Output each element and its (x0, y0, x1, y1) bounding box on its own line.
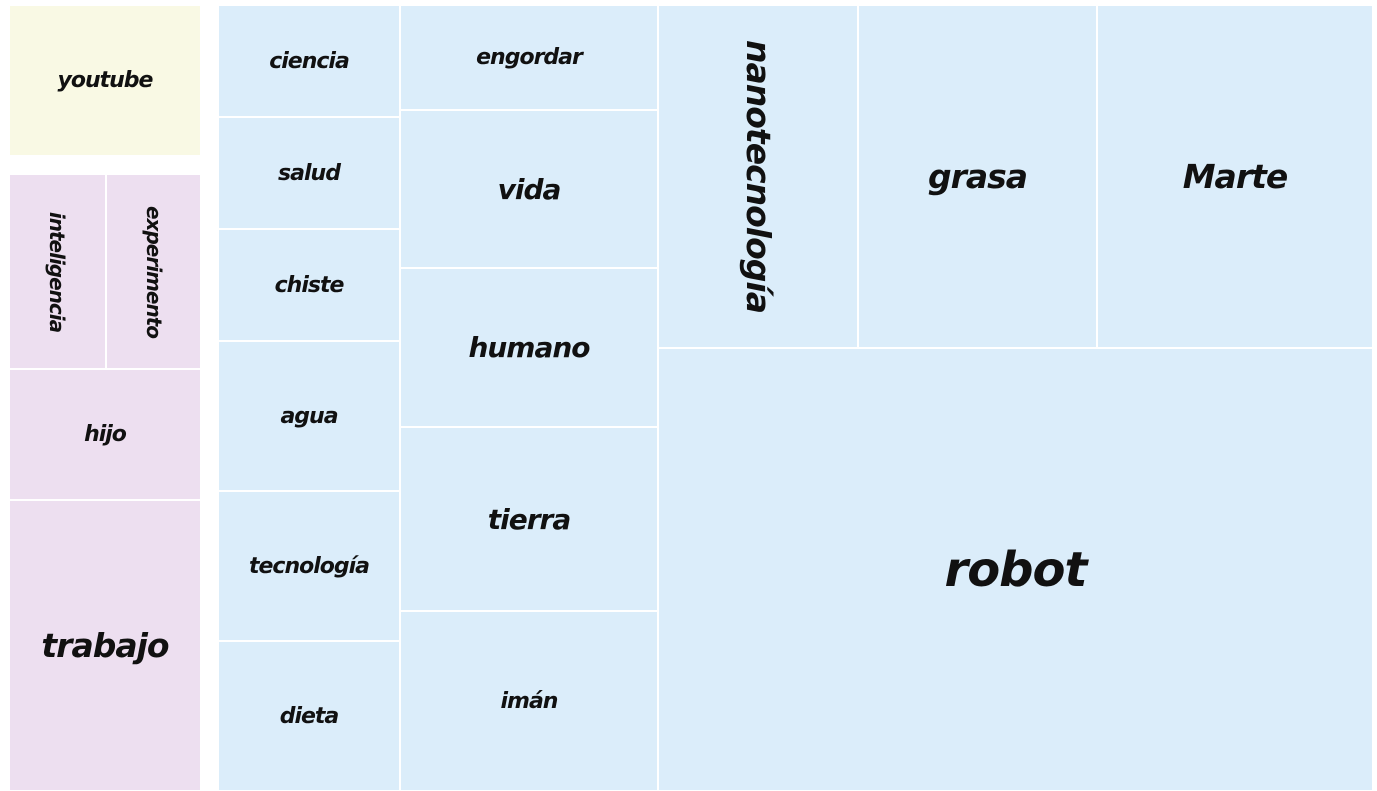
treemap-label-robot: robot (944, 541, 1087, 598)
treemap-label-humano: humano (468, 331, 590, 364)
treemap-label-tecnologia: tecnología (248, 553, 370, 579)
treemap-cell-ciencia (218, 5, 400, 117)
treemap-cell-youtube (9, 5, 201, 156)
treemap-cell-grasa (858, 5, 1097, 348)
treemap-label-trabajo: trabajo (41, 626, 169, 665)
treemap-label-iman: imán (500, 688, 558, 714)
treemap-label-ciencia: ciencia (269, 48, 349, 74)
treemap-label-youtube: youtube (57, 68, 153, 93)
treemap-cell-inteligencia (9, 174, 106, 369)
treemap-cell-robot (658, 348, 1373, 791)
treemap-cell-salud (218, 117, 400, 229)
treemap-label-nanotecnologia: nanotecnología (738, 40, 778, 313)
treemap-label-experimento: experimento (141, 205, 166, 338)
treemap-cell-iman (400, 611, 658, 791)
treemap-cell-tecnologia (218, 491, 400, 641)
treemap-label-agua: agua (280, 403, 338, 429)
treemap-cell-marte (1097, 5, 1373, 348)
treemap-cell-tierra (400, 427, 658, 611)
treemap-cell-humano (400, 268, 658, 427)
treemap-label-vida: vida (497, 172, 561, 206)
treemap-cell-agua (218, 341, 400, 491)
treemap-cell-trabajo (9, 500, 201, 791)
treemap-cell-dieta (218, 641, 400, 791)
treemap-cell-experimento (106, 174, 201, 369)
treemap-label-inteligencia: inteligencia (45, 211, 70, 332)
treemap-label-engordar: engordar (476, 45, 582, 70)
treemap-cell-chiste (218, 229, 400, 341)
treemap-label-marte: Marte (1182, 157, 1288, 196)
treemap-label-salud: salud (278, 160, 340, 186)
treemap-label-tierra: tierra (487, 502, 571, 536)
treemap-cell-hijo (9, 369, 201, 500)
treemap-cell-vida (400, 110, 658, 268)
treemap-label-grasa: grasa (927, 157, 1028, 196)
treemap-label-chiste: chiste (274, 272, 344, 298)
treemap-label-hijo: hijo (84, 422, 126, 447)
treemap-label-dieta: dieta (279, 703, 339, 729)
treemap-cell-engordar (400, 5, 658, 110)
treemap-cell-nanotecnologia (658, 5, 858, 348)
